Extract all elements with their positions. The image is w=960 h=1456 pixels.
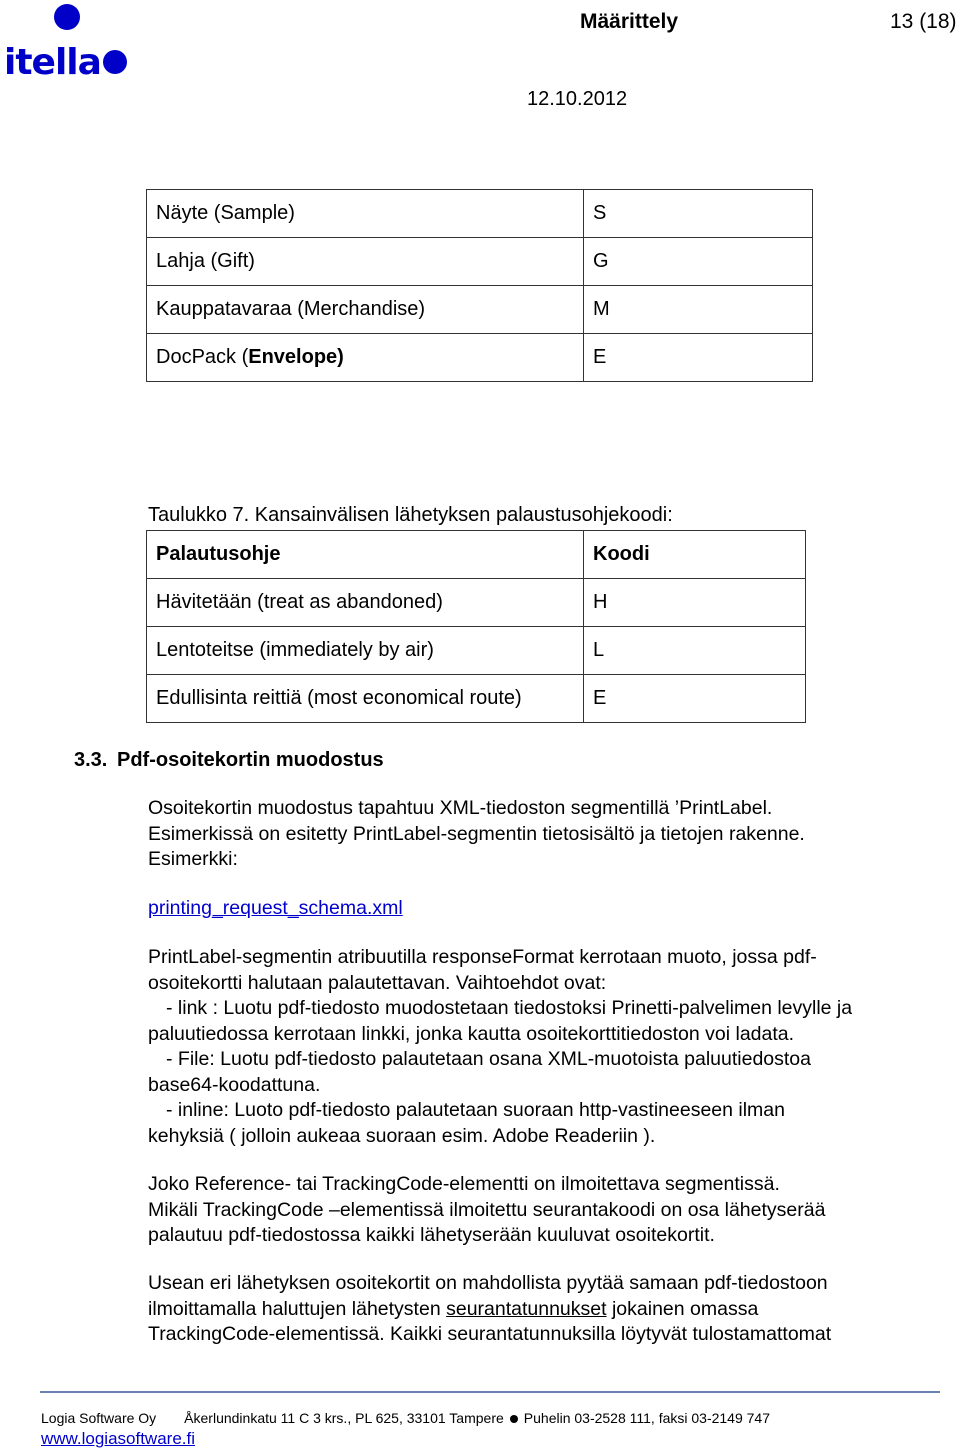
- table-cell-code: E: [584, 675, 806, 723]
- response-format-paragraph: [148, 945, 960, 1149]
- tracking-codes-term: seurantatunnukset: [446, 1297, 607, 1320]
- text-line: Esimerkissä on esitetty PrintLabel-segmentin tietosisältö ja tietojen rakenne.: [148, 822, 805, 845]
- column-header-instruction: Palautusohje: [147, 531, 584, 579]
- table-cell-label: Kauppatavaraa (Merchandise): [147, 286, 584, 334]
- table-cell-label: Hävitetään (treat as abandoned): [147, 579, 584, 627]
- text-line: Mikäli TrackingCode –elementissä ilmoitettu seurantakoodi on osa lähetyserää: [148, 1198, 826, 1221]
- footer-website-link[interactable]: www.logiasoftware.fi: [41, 1429, 196, 1448]
- section-number: 3.3.: [74, 749, 108, 771]
- table-row: [147, 190, 813, 238]
- text-line: PrintLabel-segmentin atribuutilla responseFormat kerrotaan muoto, jossa pdf-: [148, 946, 817, 968]
- table-cell-label: Lahja (Gift): [147, 238, 584, 286]
- option-link-line: - link : Luotu pdf-tiedosto muodostetaan tiedostoksi Prinetti-palvelimen levylle ja: [166, 997, 853, 1019]
- label-plain: DocPack (: [156, 346, 249, 368]
- table-cell-label: [147, 334, 584, 382]
- text-segment: jokainen omassa: [606, 1297, 759, 1320]
- svg-text:itella: itella: [4, 42, 101, 80]
- table-cell-code: E: [584, 334, 813, 382]
- text-line: Usean eri lähetyksen osoitekortit on mahdollista pyytää samaan pdf-tiedostoon: [148, 1272, 828, 1294]
- multi-shipment-paragraph: [148, 1271, 960, 1348]
- table-header-row: [147, 531, 806, 579]
- example-schema-link[interactable]: printing_request_schema.xml: [148, 897, 403, 919]
- table-row: [147, 627, 806, 675]
- footer-contact: [41, 1410, 770, 1426]
- table-cell-label: Edullisinta reittiä (most economical route): [147, 675, 584, 723]
- table-row: [147, 334, 813, 382]
- text-line: Joko Reference- tai TrackingCode-elementti on ilmoitettava segmentissä.: [148, 1173, 780, 1195]
- itella-logo: [4, 2, 128, 80]
- shipment-type-table: [146, 189, 813, 382]
- table-cell-label: Lentoteitse (immediately by air): [147, 627, 584, 675]
- footer-company: Logia Software Oy: [41, 1410, 157, 1426]
- footer-divider: [40, 1391, 940, 1393]
- text-line: [148, 1297, 960, 1323]
- example-link-block: [148, 896, 960, 922]
- footer-address: Åkerlundinkatu 11 C 3 krs., PL 625, 33101 Tampere: [184, 1410, 504, 1426]
- text-line: palautuu pdf-tiedostossa kaikki lähetyserään kuuluvat osoitekortit.: [148, 1224, 715, 1246]
- column-header-code: Koodi: [584, 531, 806, 579]
- text-line: paluutiedossa kerrotaan linkki, jonka kautta osoitekorttitiedoston voi ladata.: [148, 1022, 795, 1045]
- table-cell-code: L: [584, 627, 806, 675]
- document-date: 12.10.2012: [527, 88, 628, 110]
- table-row: [147, 579, 806, 627]
- document-title: Määrittely: [580, 10, 679, 33]
- text-line: Osoitekortin muodostus tapahtuu XML-tiedoston segmentillä ’PrintLabel.: [148, 797, 773, 819]
- label-bold: Envelope): [248, 346, 344, 368]
- text-line: Esimerkki:: [148, 848, 238, 870]
- page-number: 13 (18): [890, 10, 957, 33]
- table-cell-code: S: [584, 190, 813, 238]
- text-segment: ilmoittamalla haluttujen lähetysten: [148, 1297, 447, 1320]
- table-row: [147, 286, 813, 334]
- text-line: osoitekortti halutaan palautettavan. Vaihtoehdot ovat:: [148, 971, 607, 994]
- tracking-paragraph: [148, 1172, 960, 1249]
- table-cell-code: M: [584, 286, 813, 334]
- option-file-line: - File: Luotu pdf-tiedosto palautetaan osana XML-muotoista paluutiedostoa: [166, 1048, 811, 1070]
- return-instruction-table: [146, 530, 806, 723]
- section-heading: [74, 749, 384, 772]
- text-line: TrackingCode-elementissä. Kaikki seurantatunnuksilla löytyvät tulostamattomat: [148, 1323, 832, 1345]
- table-row: [147, 675, 806, 723]
- table-cell-code: H: [584, 579, 806, 627]
- table-row: [147, 238, 813, 286]
- text-line: kehyksiä ( jolloin aukeaa suoraan esim. Adobe Readeriin ).: [148, 1124, 656, 1147]
- intro-paragraph: [148, 796, 960, 873]
- text-line: base64-koodattuna.: [148, 1073, 321, 1096]
- footer-phone: Puhelin 03-2528 111, faksi 03-2149 747: [523, 1410, 771, 1426]
- bullet-icon: [510, 1415, 518, 1423]
- table-cell-label: Näyte (Sample): [147, 190, 584, 238]
- table-cell-code: G: [584, 238, 813, 286]
- section-title: Pdf-osoitekortin muodostus: [117, 749, 384, 771]
- option-inline-line: - inline: Luoto pdf-tiedosto palautetaan suoraan http-vastineeseen ilman: [166, 1099, 785, 1121]
- table-caption: Taulukko 7. Kansainvälisen lähetyksen palaustusohjekoodi:: [148, 504, 673, 526]
